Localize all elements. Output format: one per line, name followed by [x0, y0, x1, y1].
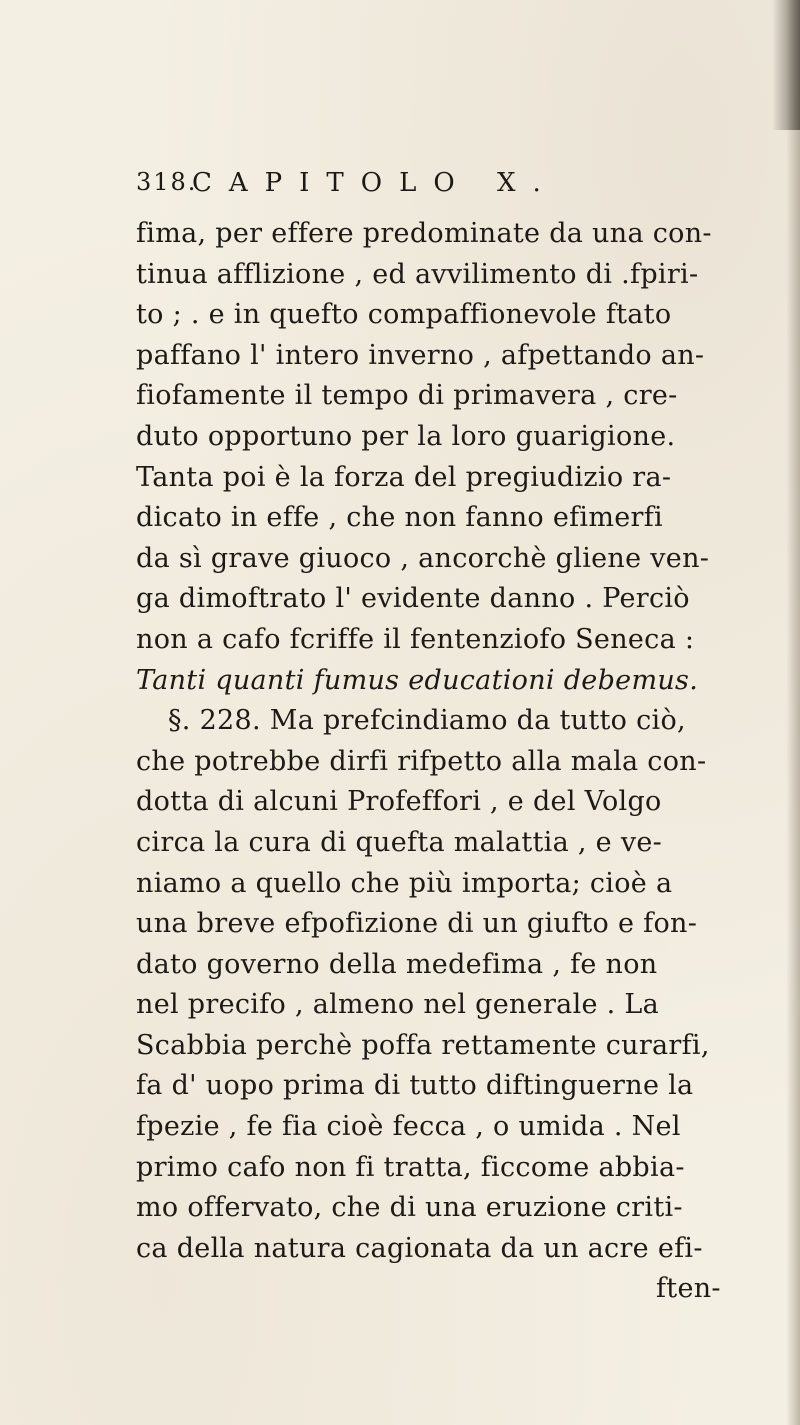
text-line: che potrebbe dirfi rifpetto alla mala con-	[136, 745, 707, 777]
text-line: paffano l' intero inverno , afpettando an-	[136, 339, 705, 371]
text-line: ga dimoftrato l' evidente danno . Perciò	[136, 583, 690, 615]
text-line: Scabbia perchè poffa rettamente curarfi,	[136, 1029, 710, 1061]
text-line: primo cafo non fi tratta, ficcome abbia-	[136, 1151, 685, 1183]
text-line: to ; . e in quefto compaffionevole ftato	[136, 299, 672, 331]
catchword: ften-	[656, 1273, 721, 1305]
text-line: una breve efpofizione di un giufto e fon-	[136, 908, 698, 940]
text-line: fa d' uopo prima di tutto diftinguerne la	[136, 1070, 694, 1102]
page-edge-shadow-top	[772, 0, 800, 130]
text-line: tinua afflizione , ed avvilimento di .fpiri-	[136, 258, 699, 290]
text-line: non a cafo fcriffe il fentenziofo Seneca :	[136, 623, 695, 655]
page-header	[136, 168, 676, 208]
text-line: Tanta poi è la forza del pregiudizio ra-	[136, 461, 672, 493]
text-line: dato governo della medefima , fe non	[136, 948, 658, 980]
text-line: dotta di alcuni Profeffori , e del Volgo	[136, 786, 662, 818]
section-228-start-line: §. 228. Ma prefcindiamo da tutto ciò,	[168, 705, 686, 737]
text-line: fima, per effere predominate da una con-	[136, 218, 712, 249]
page-number: 318.	[136, 168, 198, 196]
body-text	[136, 214, 796, 1310]
latin-quote-line: Tanti quanti fumus educationi debemus.	[136, 664, 699, 696]
text-line: dicato in effe , che non fanno efimerfi	[136, 502, 663, 534]
text-line: nel precifo , almeno nel generale . La	[136, 989, 660, 1021]
text-line: circa la cura di quefta malattia , e ve-	[136, 826, 663, 858]
text-line: fpezie , fe fia cioè fecca , o umida . Nel	[136, 1111, 681, 1143]
text-line: ca della natura cagionata da un acre efi-	[136, 1232, 703, 1264]
text-line: da sì grave giuoco , ancorchè gliene ven-	[136, 542, 710, 574]
text-line: mo offervato, che di una eruzione criti-	[136, 1192, 683, 1224]
text-line: niamo a quello che più importa; cioè a	[136, 867, 673, 899]
running-title: CAPITOLO X.	[192, 168, 558, 198]
text-line: fiofamente il tempo di primavera , cre-	[136, 380, 678, 412]
text-line: duto opportuno per la loro guarigione.	[136, 420, 676, 452]
